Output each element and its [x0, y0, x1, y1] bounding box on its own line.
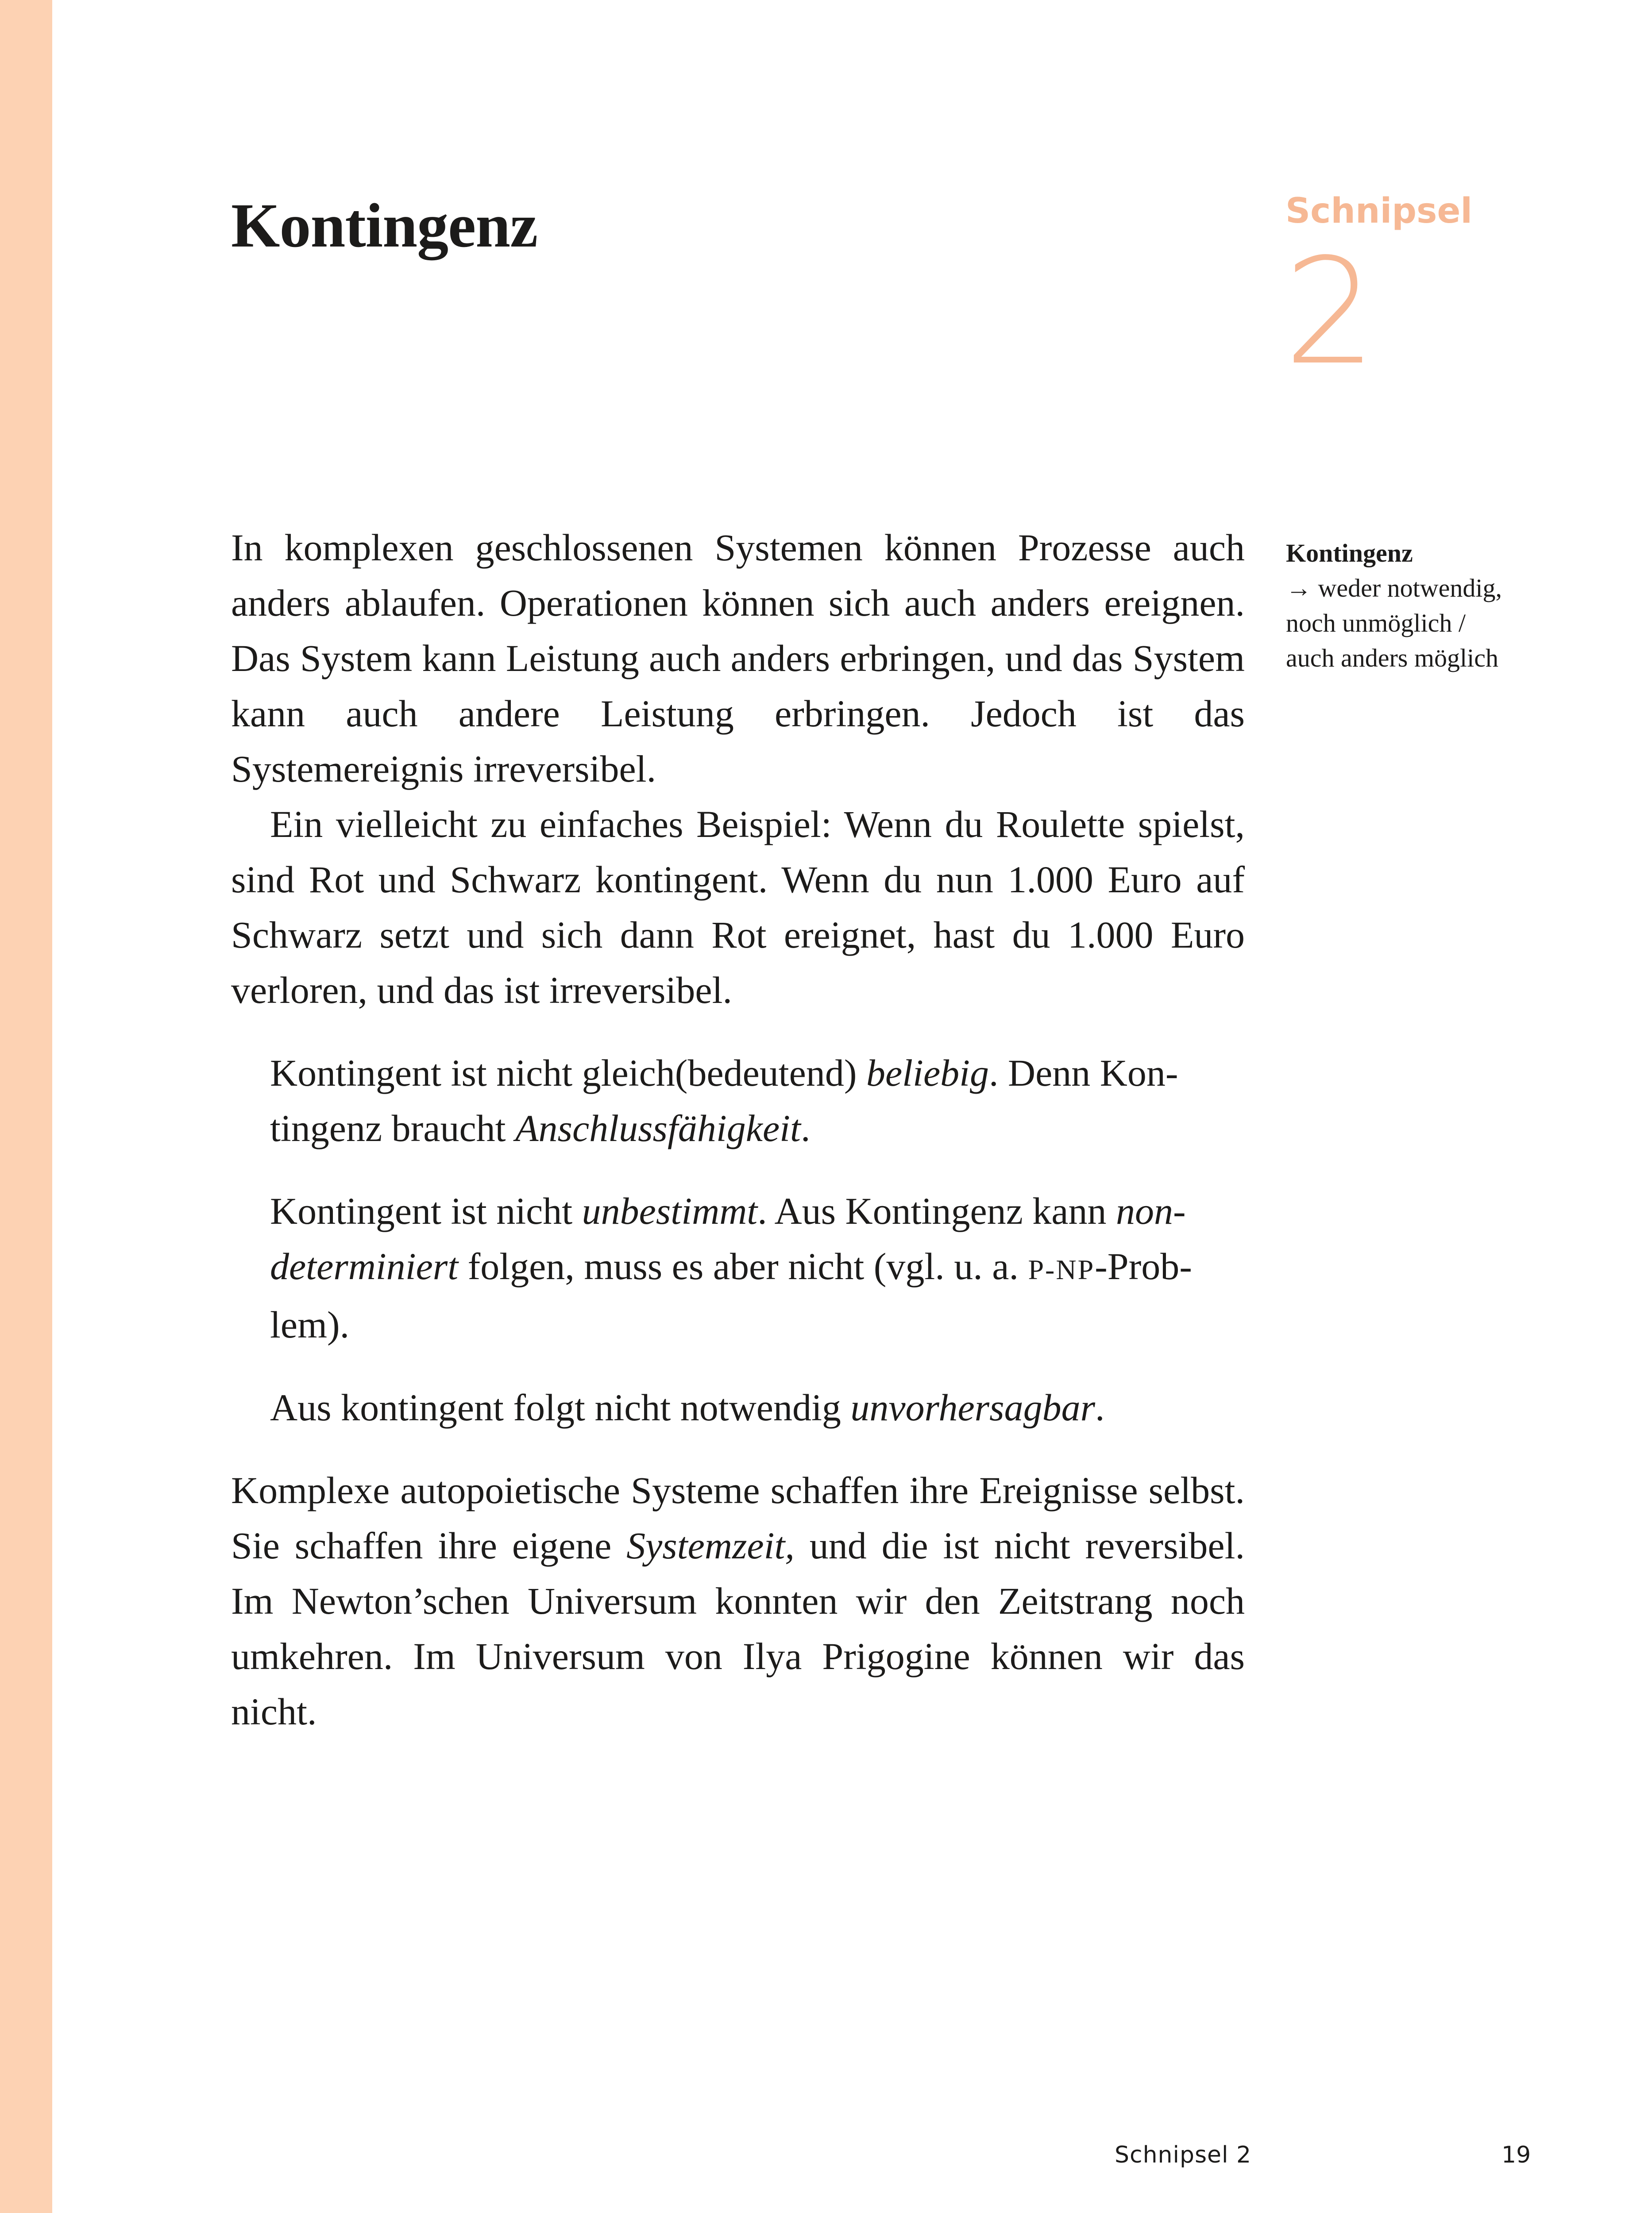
- quote-2-text-g: -Problem).: [270, 1245, 1192, 1346]
- snippet-label: Schnipsel: [1285, 191, 1473, 231]
- side-color-band: [0, 0, 52, 2213]
- margin-note-line-3: auch anders möglich: [1286, 644, 1498, 672]
- paragraph-3-text-a: Komplexe autopoietische Systeme schaffen ihre Ereignisse selbst. Sie schaffen ihre eigene: [231, 1469, 1245, 1567]
- quote-1: [270, 1045, 1245, 1156]
- quote-2-text-a: Kontingent ist nicht: [270, 1190, 582, 1232]
- paragraph-3-emphasis-systemzeit: Systemzeit,: [626, 1524, 795, 1567]
- running-footer: Schnipsel 2: [1115, 2142, 1252, 2168]
- paragraph-1: In komplexen geschlossenen Systemen können Prozesse auch anders ablaufen. Operationen können sich auch anders ereignen. Das System kann Leistung auch anders erbringen, und das System kann auch andere Leistung erbringen. Jedoch ist das Systemereignis irreversibel.: [231, 526, 1245, 790]
- page-number: 19: [1501, 2142, 1531, 2168]
- body-text: [231, 520, 1245, 1739]
- margin-note-line-2: noch unmöglich /: [1286, 609, 1466, 637]
- margin-note-title: Kontingenz: [1286, 539, 1413, 567]
- quote-1-emphasis-anschluss: Anschlussfähigkeit: [515, 1107, 801, 1149]
- quote-3-emphasis-unvorhersagbar: unvorhersagbar: [850, 1386, 1096, 1429]
- margin-note-line-1: → weder notwendig,: [1286, 574, 1502, 602]
- quote-1-text-c: . Denn Kontingenz braucht: [270, 1052, 1178, 1149]
- quote-2: [270, 1184, 1245, 1353]
- quote-2-text-e: folgen, muss es aber nicht (vgl. u. a.: [458, 1245, 1028, 1288]
- paragraph-3: [231, 1463, 1245, 1739]
- quote-2-p-np: P-NP: [1028, 1254, 1095, 1285]
- snippet-number: 2: [1284, 227, 1377, 397]
- quote-3-text-c: .: [1095, 1386, 1105, 1429]
- quote-2-text-c: . Aus Kontingenz kann: [757, 1190, 1116, 1232]
- paragraph-2: Ein vielleicht zu einfaches Beispiel: Wenn du Roulette spielst, sind Rot und Schwarz kontingent. Wenn du nun 1.000 Euro auf Schwarz setzt und sich dann Rot ereignet, hast du 1.000 Euro verloren, und das ist irreversibel.: [231, 803, 1245, 1011]
- quote-1-text-a: Kontingent ist nicht gleich(bedeutend): [270, 1052, 866, 1094]
- quote-3: [270, 1380, 1245, 1435]
- quote-1-text-e: .: [800, 1107, 811, 1149]
- page-title: Kontingenz: [231, 190, 538, 260]
- quote-3-text-a: Aus kontingent folgt nicht notwendig: [270, 1386, 851, 1429]
- quote-2-emphasis-unbestimmt: unbestimmt: [582, 1190, 758, 1232]
- paragraph-3-text-c: und die ist nicht reversibel. Im Newton’schen Universum konnten wir den Zeitstrang noch umkehren. Im Universum von Ilya Prigogine können wir das nicht.: [231, 1524, 1245, 1733]
- margin-note: [1286, 536, 1534, 675]
- quote-2-emphasis-non-determiniert: non-determiniert: [270, 1190, 1186, 1288]
- quote-1-emphasis-beliebig: beliebig: [866, 1052, 989, 1094]
